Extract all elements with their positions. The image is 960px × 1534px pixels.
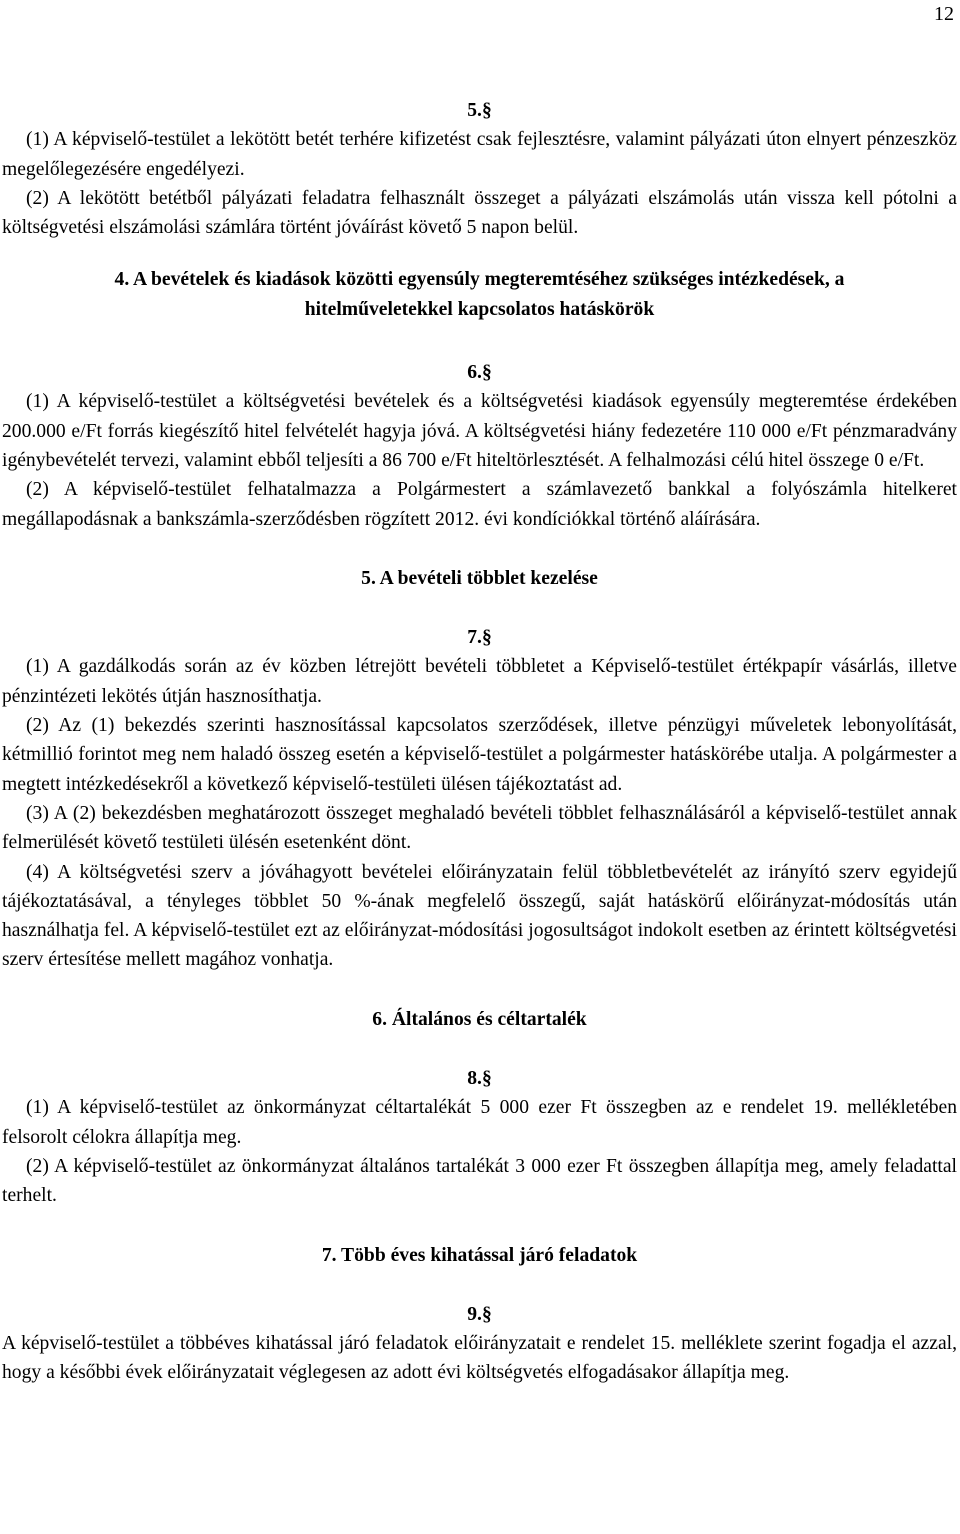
section-5-paragraph-1: (1) A képviselő-testület a lekötött betét terhére kifizetést csak fejlesztésre, valamint pályázati úton elnyert pénzeszköz megelőlegezésére engedélyezi.	[2, 129, 957, 180]
section-7-paragraph-4: (4) A költségvetési szerv a jóváhagyott bevételei előirányzatain felül többletbevételét az irányító szerv egyidejű tájékoztatásával, a tényleges többlet 50 %-ának megfelelő összegű, saját hatáskörű előirányzat-módosítás után használhatja fel. A képviselő-testület ezt az előirányzat-módosítási jogosultságot indokolt esetben az érintett költségvetési szerv értesítése mellett magához vonhatja.	[2, 861, 957, 971]
page-number: 12	[934, 3, 954, 25]
chapter-4-title: 4. A bevételek és kiadások közötti egyensúly megteremtéséhez szükséges intézkedések, a hitelműveletekkel kapcsolatos hatáskörök	[114, 269, 845, 320]
section-9-heading: 9.§	[467, 1303, 492, 1325]
chapter-5-title: 5. A bevételi többlet kezelése	[361, 567, 598, 589]
chapter-6-title: 6. Általános és céltartalék	[372, 1008, 587, 1030]
section-7-paragraph-1: (1) A gazdálkodás során az év közben létrejött bevételi többletet a Képviselő-testület értékpapír vásárlás, illetve pénzintézeti lekötés útján hasznosíthatja.	[2, 656, 957, 707]
section-8-heading: 8.§	[467, 1068, 492, 1090]
section-5-paragraph-2: (2) A lekötött betétből pályázati feladatra felhasznált összeget a pályázati elszámolás után vissza kell pótolni a költségvetési elszámolási számlára történt jóváírást követő 5 napon belül.	[2, 187, 957, 239]
document-body	[2, 96, 957, 1388]
section-6-paragraph-1: (1) A képviselő-testület a költségvetési bevételek és a költségvetési kiadások egyensúly megteremtése érdekében 200.000 e/Ft forrás kiegészítő hitel felvételét hagyja jóvá. A költségvetési hiány fedezetére 110 000 e/Ft pénzmaradvány igénybevételét tervezi, valamint ebből teljesíti a 86 700 e/Ft hiteltörlesztését. A felhalmozási célú hitel összege 0 e/Ft.	[2, 391, 957, 471]
chapter-7-title: 7. Több éves kihatással járó feladatok	[321, 1244, 638, 1266]
section-6-heading: 6.§	[467, 362, 492, 384]
section-7-heading: 7.§	[467, 627, 492, 649]
section-6-paragraph-2: (2) A képviselő-testület felhatalmazza a Polgármestert a számlavezető bankkal a folyószámla hitelkeret megállapodásnak a bankszámla-szerződésben rögzített 2012. évi kondíciókkal történő aláírására.	[2, 479, 957, 530]
section-7-paragraph-2: (2) Az (1) bekezdés szerinti hasznosítással kapcsolatos szerződések, illetve pénzügyi műveletek lebonyolítását, kétmillió forintot meg nem haladó összeg esetén a képviselő-testület a polgármester hatáskörébe utalja. A polgármester a megtett intézkedésekről a következő képviselő-testületi ülésen tájékoztatást ad.	[2, 715, 957, 795]
section-9-paragraph-1: A képviselő-testület a többéves kihatással járó feladatok előirányzatait e rendelet 15. melléklete szerint fogadja el azzal, hogy a későbbi évek előirányzatait véglegesen az adott évi költségvetés elfogadásakor állapítja meg.	[2, 1333, 957, 1384]
section-8-paragraph-2: (2) A képviselő-testület az önkormányzat általános tartalékát 3 000 ezer Ft összegben állapítja meg, amely feladattal terhelt.	[2, 1155, 957, 1207]
section-5-heading: 5.§	[467, 100, 492, 121]
section-7-paragraph-3: (3) A (2) bekezdésben meghatározott összeget meghaladó bevételi többlet felhasználásáról a képviselő-testület annak felmerülését követő testületi ülésén esetenként dönt.	[2, 802, 957, 854]
section-8-paragraph-1: (1) A képviselő-testület az önkormányzat céltartalékát 5 000 ezer Ft összegben az e rendelet 19. mellékletében felsorolt célokra állapítja meg.	[2, 1097, 957, 1148]
